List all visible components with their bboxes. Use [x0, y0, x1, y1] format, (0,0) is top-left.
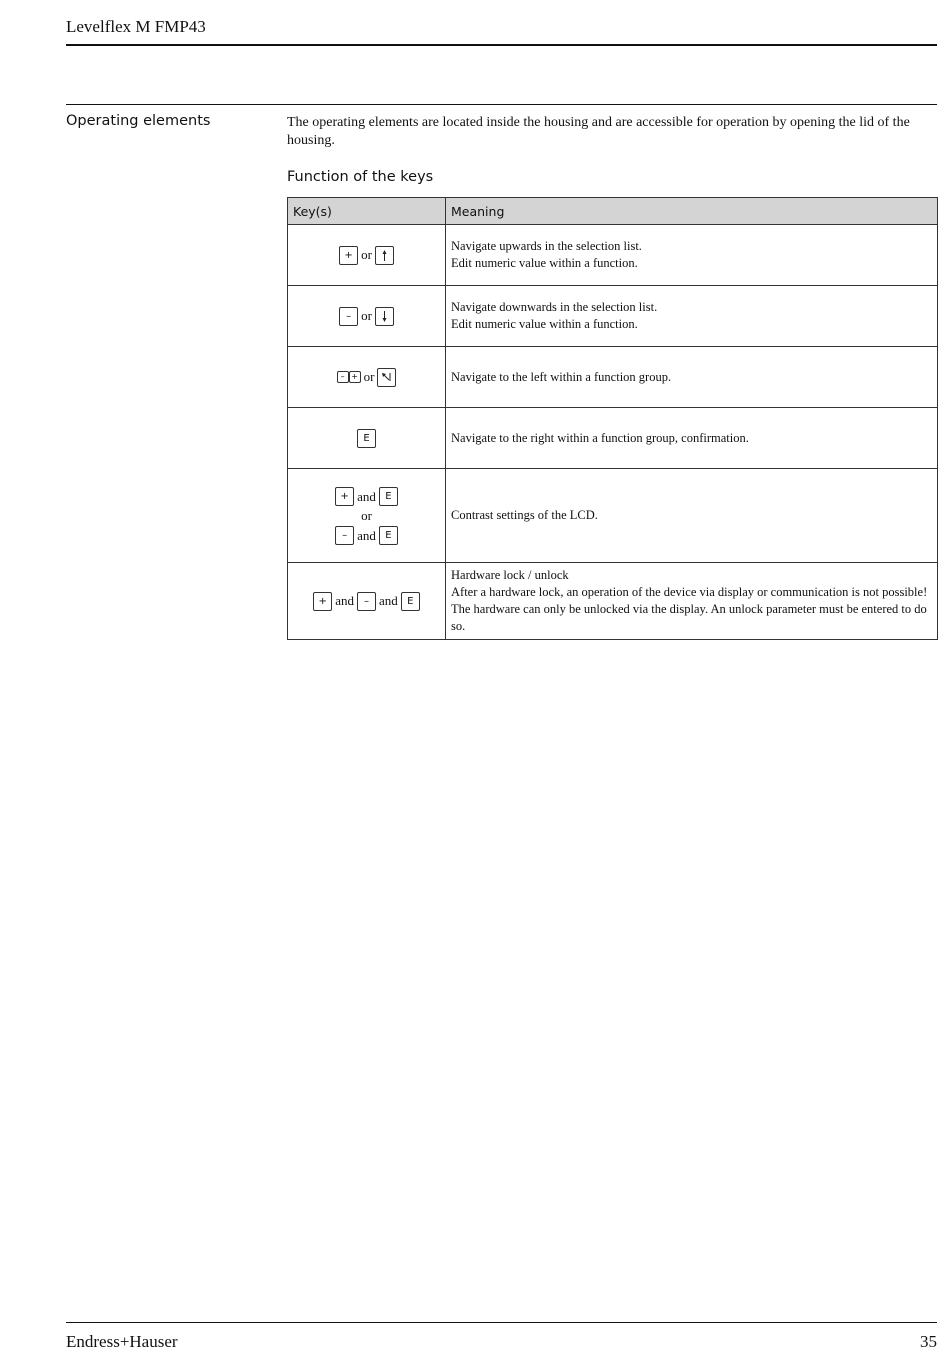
arrow-up-key-icon: [375, 246, 394, 265]
section-rule: [66, 104, 937, 105]
meaning-line: Navigate upwards in the selection list.: [451, 239, 642, 253]
table-row: [288, 347, 938, 408]
meaning-cell: [446, 347, 938, 408]
conjunction: and: [379, 593, 398, 608]
keys-cell: [288, 469, 446, 563]
minus-key-icon: –: [339, 307, 358, 326]
keys-cell: [288, 225, 446, 286]
keys-cell: [288, 347, 446, 408]
meaning-cell: [446, 225, 938, 286]
conjunction: or: [361, 508, 372, 523]
minus-key-icon: –: [335, 526, 354, 545]
meaning-line: Navigate downwards in the selection list.: [451, 300, 658, 314]
meaning-cell: [446, 563, 938, 640]
meaning-cell: [446, 286, 938, 347]
meaning-line: Navigate to the left within a function group.: [451, 369, 672, 384]
meaning-line: Navigate to the right within a function group, confirmation.: [451, 430, 749, 445]
conjunction: and: [357, 527, 376, 543]
conjunction: or: [361, 308, 372, 323]
intro-paragraph: The operating elements are located inside the housing and are accessible for operation by opening the lid of the housing.: [287, 115, 910, 148]
section-heading: Operating elements: [66, 113, 211, 129]
table-row: [288, 469, 938, 563]
meaning-line: Edit numeric value within a function.: [451, 317, 638, 331]
meaning-line: Contrast settings of the LCD.: [451, 508, 598, 522]
enter-key-icon: E: [379, 487, 398, 506]
keys-cell: [288, 286, 446, 347]
subheading: Function of the keys: [287, 169, 434, 185]
meaning-cell: [446, 408, 938, 469]
table-row: [288, 225, 938, 286]
meaning-line: Hardware lock / unlock: [451, 568, 569, 582]
footer-rule: [66, 1322, 937, 1323]
keys-cell: [288, 563, 446, 640]
header-title: Levelflex M FMP43: [66, 17, 206, 36]
header-keys: Key(s): [288, 198, 446, 225]
table-row: [288, 408, 938, 469]
plus-key-icon: +: [335, 487, 354, 506]
meaning-line: After a hardware lock, an operation of the device via display or communication is not possible! The hardware can only be unlocked via the display. An unlock parameter must be entered to do so.: [451, 585, 928, 633]
conjunction: and: [357, 489, 376, 504]
keys-table: [287, 197, 938, 640]
escape-key-icon: [377, 368, 396, 387]
minus-key-icon: –: [357, 592, 376, 611]
meaning-cell: [446, 469, 938, 563]
table-header-row: [288, 198, 938, 225]
conjunction: and: [335, 593, 354, 608]
plus-key-icon: +: [339, 246, 358, 265]
table-row: [288, 563, 938, 640]
table-row: [288, 286, 938, 347]
conjunction: or: [363, 369, 375, 384]
arrow-down-key-icon: [375, 307, 394, 326]
enter-key-icon: E: [379, 526, 398, 545]
keys-cell: [288, 408, 446, 469]
plus-key-icon: +: [349, 371, 361, 383]
page-number: 35: [920, 1332, 937, 1351]
minus-key-icon: –: [337, 371, 349, 383]
plus-key-icon: +: [313, 592, 332, 611]
meaning-line: Edit numeric value within a function.: [451, 256, 638, 270]
header-meaning: Meaning: [446, 198, 938, 225]
enter-key-icon: E: [357, 429, 376, 448]
conjunction: or: [361, 247, 372, 262]
footer-brand: Endress+Hauser: [66, 1332, 178, 1351]
header-rule: [66, 44, 937, 46]
enter-key-icon: E: [401, 592, 420, 611]
